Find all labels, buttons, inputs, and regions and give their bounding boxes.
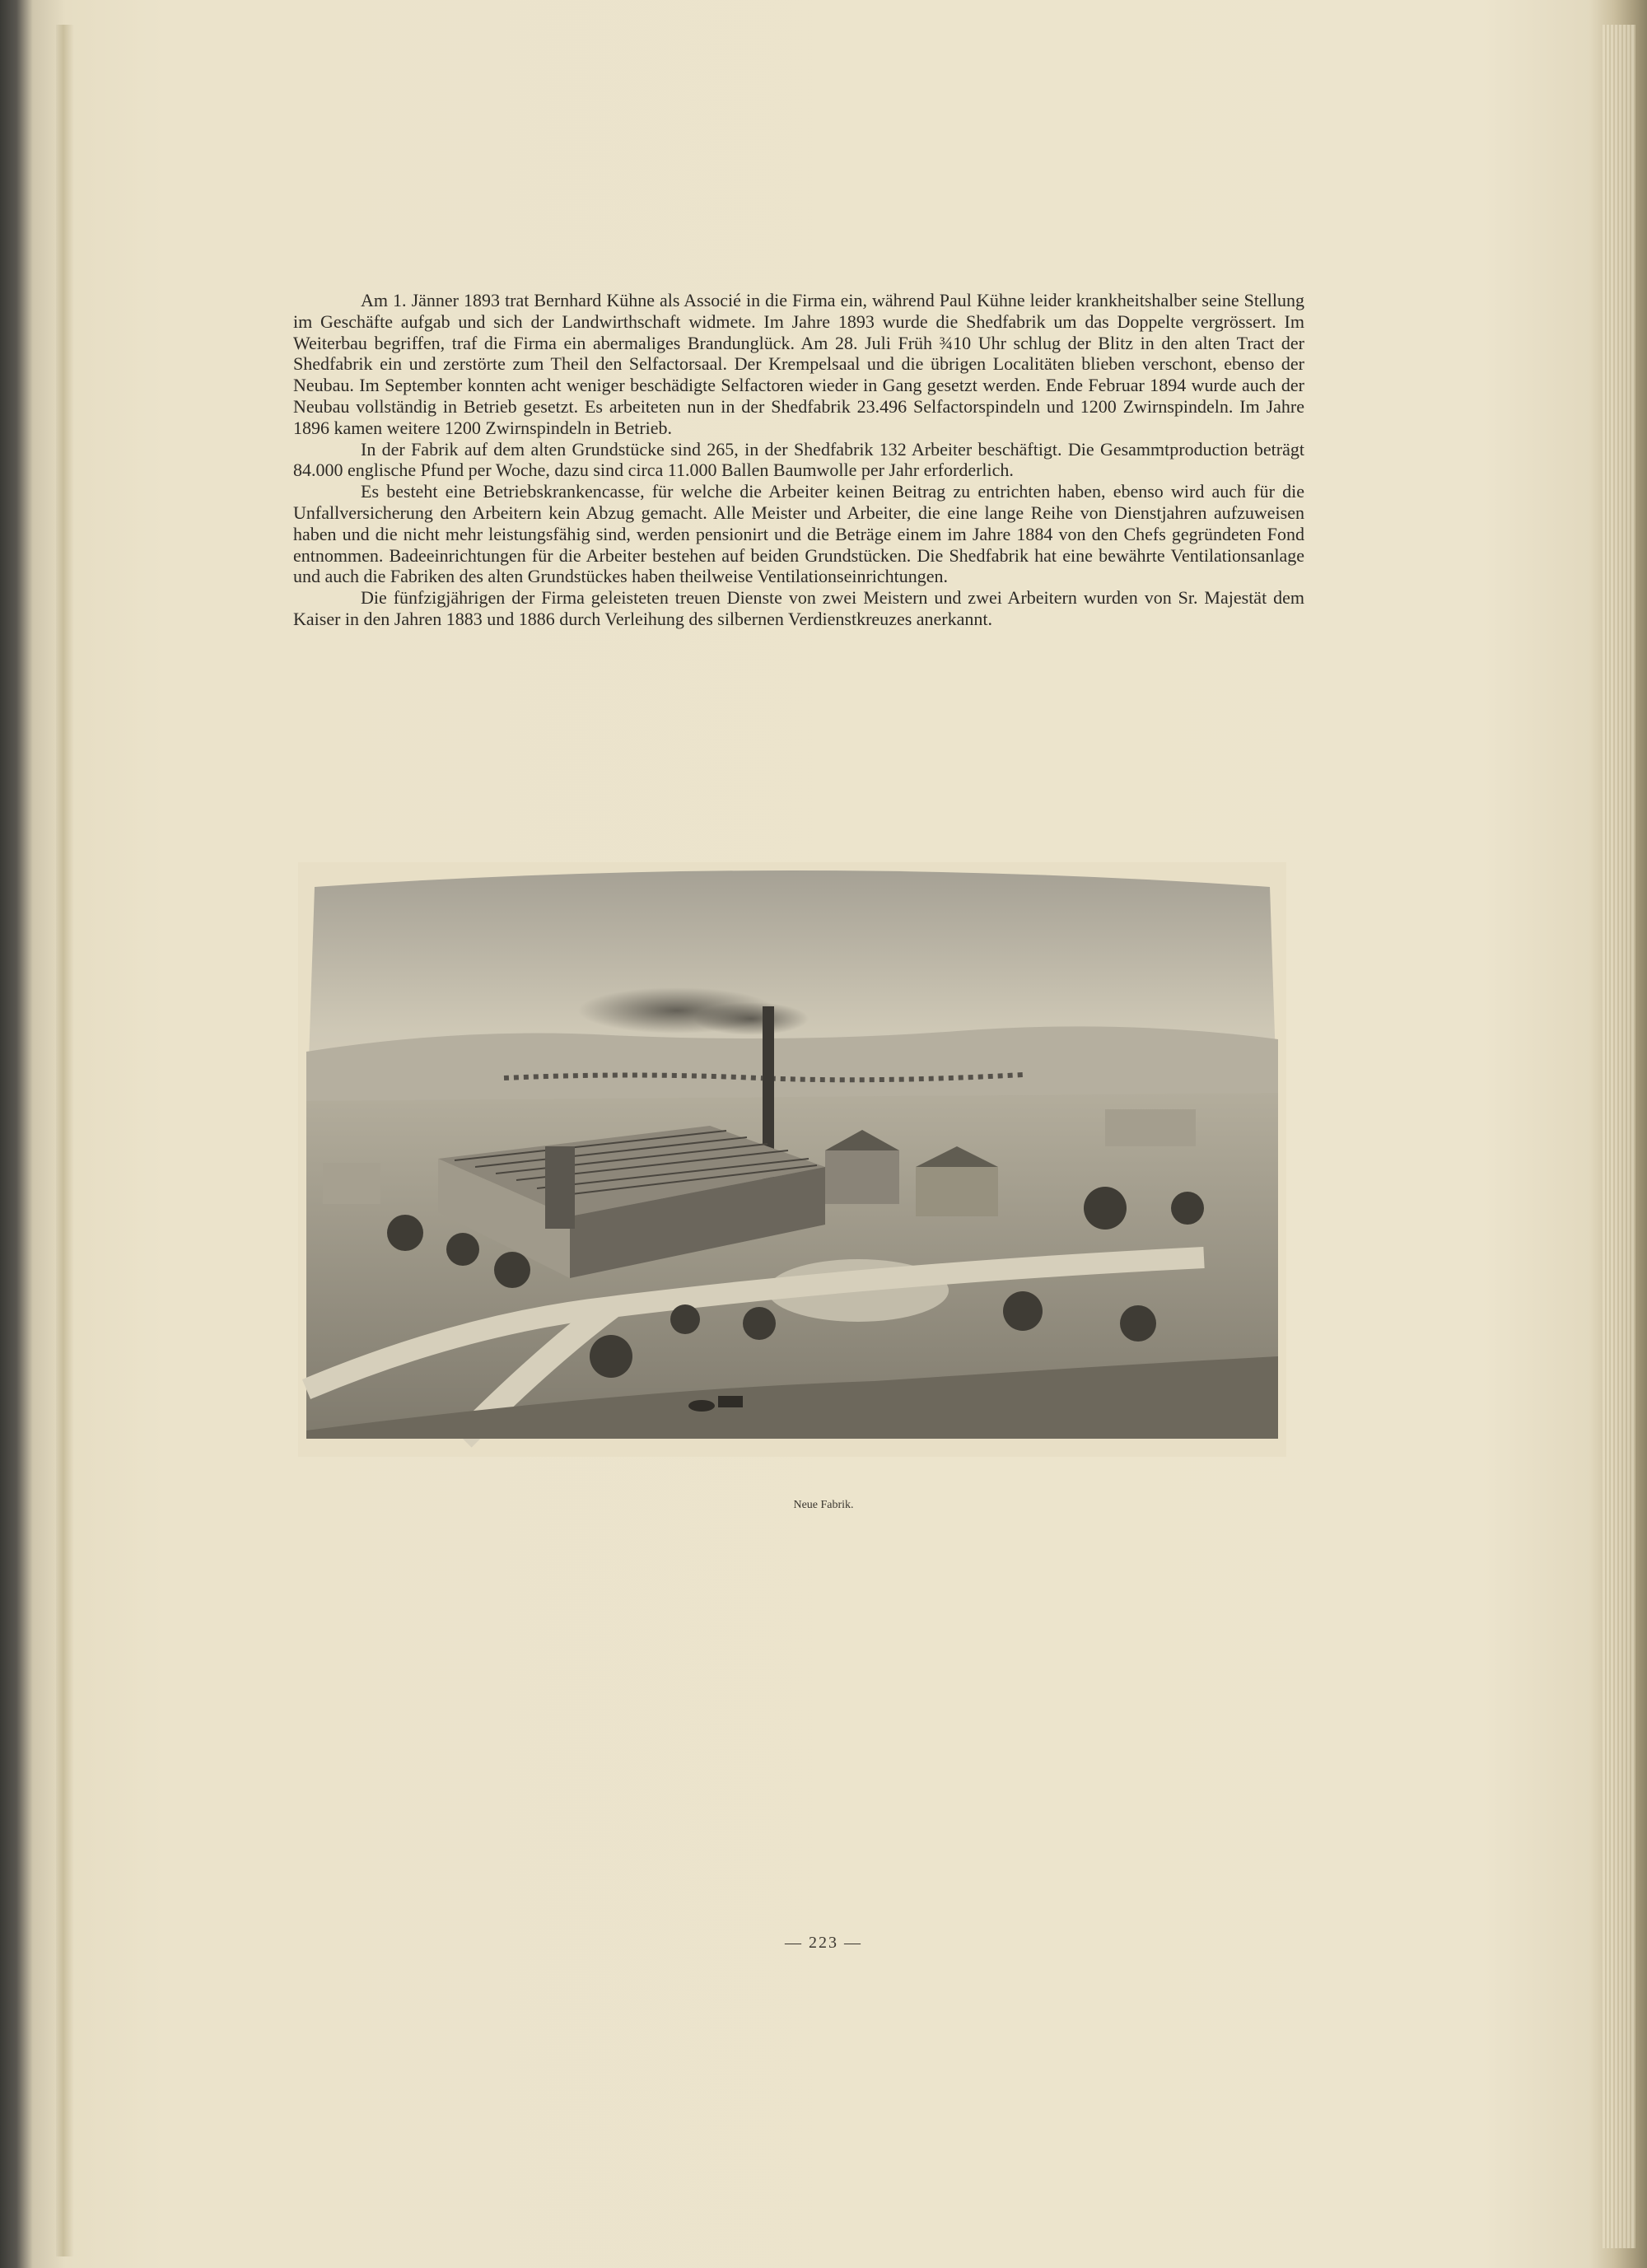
factory-illustration	[298, 862, 1286, 1457]
paragraph-1: Am 1. Jänner 1893 trat Bernhard Kühne als Associé in die Firma ein, während Paul Kühne leider krankheitshalber seine Stellung im Geschäfte aufgab und sich der Landwirthschaft widmete. Im Jahre 1893 wurde die Shedfabrik um das Doppelte vergrössert. Im Weiterbau begriffen, traf die Firma ein abermaliges Brandunglück. Am 28. Juli Früh ¾10 Uhr schlug der Blitz in den alten Tract der Shedfabrik ein und zerstörte zum Theil den Selfactorsaal. Der Krempelsaal und die übrigen Localitäten blieben verschont, ebenso der Neubau. Im September konnten acht weniger beschädigte Selfactoren wieder in Gang gesetzt werden. Ende Februar 1894 wurde auch der Neubau vollständig in Betrieb gesetzt. Es arbeiteten nun in der Shedfabrik 23.496 Selfactorspindeln und 1200 Zwirnspindeln. Im Jahre 1896 kamen weitere 1200 Zwirnspindeln in Betrieb.	[293, 290, 1304, 438]
page-number: — 223 —	[785, 1934, 862, 1952]
body-text	[293, 290, 1304, 630]
book-spine	[56, 25, 74, 2256]
paragraph-3: Es besteht eine Betriebskrankencasse, für welche die Arbeiter keinen Beitrag zu entrichten haben, ebenso wird auch für die Unfallversicherung den Arbeitern kein Abzug gemacht. Alle Meister und Arbeiter, die eine lange Reihe von Dienstjahren aufzuweisen haben und die nicht mehr leistungsfähig sind, werden pensionirt und die Beträge einem im Jahre 1884 von den Chefs gegründeten Fond entnommen. Badeeinrichtungen für die Arbeiter bestehen auf beiden Grundstücken. Die Shedfabrik hat eine bewährte Ventilationsanlage und auch die Fabriken des alten Grundstückes haben theilweise Ventilationseinrichtungen.	[293, 481, 1304, 587]
figure-caption: Neue Fabrik.	[793, 1499, 854, 1511]
paragraph-4: Die fünfzigjährigen der Firma geleisteten treuen Dienste von zwei Meistern und zwei Arbeitern wurden von Sr. Majestät dem Kaiser in den Jahren 1883 und 1886 durch Verleihung des silbernen Verdienstkreuzes anerkannt.	[293, 587, 1304, 629]
page-edges	[1603, 25, 1635, 2248]
paragraph-2: In der Fabrik auf dem alten Grundstücke sind 265, in der Shedfabrik 132 Arbeiter beschäftigt. Die Gesammtproduction beträgt 84.000 englische Pfund per Woche, dazu sind circa 11.000 Ballen Baumwolle per Jahr erforderlich.	[293, 438, 1304, 481]
